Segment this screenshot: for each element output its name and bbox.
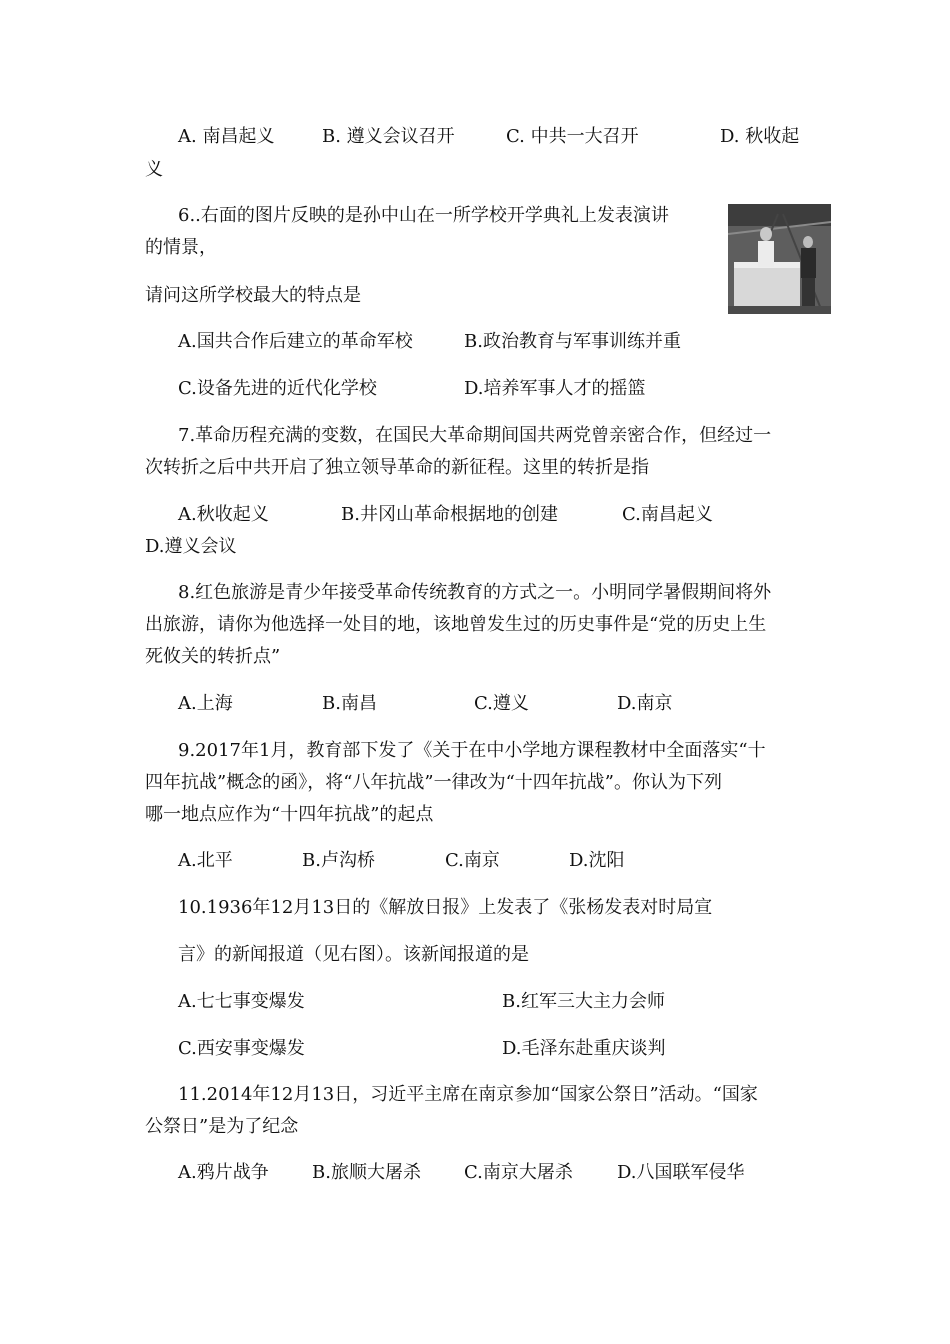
q5-option-a: A. 南昌起义	[178, 126, 275, 147]
q11-option-a: A.鸦片战争	[178, 1162, 269, 1183]
q5-option-b: B. 遵义会议召开	[322, 126, 455, 147]
q8-stem-line1: 8.红色旅游是青少年接受革命传统教育的方式之一。小明同学暑假期间将外	[178, 582, 772, 603]
q5-option-d-wrap: 义	[145, 159, 163, 180]
q10-option-c: C.西安事变爆发	[178, 1038, 305, 1059]
q5-option-c: C. 中共一大召开	[506, 126, 639, 147]
q8-option-c: C.遵义	[474, 693, 529, 714]
q11-stem-line2: 公祭日”是为了纪念	[145, 1116, 299, 1137]
q7-stem-line1: 7.革命历程充满的变数，在国民大革命期间国共两党曾亲密合作，但经过一	[178, 425, 772, 446]
sun-yatsen-speech-photo	[728, 204, 831, 314]
q8-option-b: B.南昌	[322, 693, 377, 714]
q9-option-b: B.卢沟桥	[302, 850, 375, 871]
q8-option-a: A.上海	[178, 693, 233, 714]
q6-option-d: D.培养军事人才的摇篮	[464, 378, 646, 399]
q10-option-a: A.七七事变爆发	[178, 991, 305, 1012]
q6-stem-line2: 的情景，	[145, 237, 217, 258]
q9-option-d: D.沈阳	[569, 850, 625, 871]
q9-option-a: A.北平	[178, 850, 233, 871]
q10-option-b: B.红军三大主力会师	[502, 991, 665, 1012]
q7-option-b: B.井冈山革命根据地的创建	[341, 504, 558, 525]
q10-stem-line1: 10.1936年12月13日的《解放日报》上发表了《张杨发表对时局宣	[178, 897, 713, 918]
q11-stem-line1: 11.2014年12月13日，习近平主席在南京参加“国家公祭日”活动。“国家	[178, 1084, 758, 1105]
q10-stem-line2: 言》的新闻报道（见右图）。该新闻报道的是	[178, 944, 529, 965]
q7-option-c: C.南昌起义	[622, 504, 713, 525]
q11-option-d: D.八国联军侵华	[617, 1162, 745, 1183]
q6-option-b: B.政治教育与军事训练并重	[464, 331, 681, 352]
q6-stem-line3: 请问这所学校最大的特点是	[145, 285, 361, 306]
q8-stem-line2: 出旅游，请你为他选择一处目的地，该地曾发生过的历史事件是“党的历史上生	[145, 614, 767, 635]
q7-option-a: A.秋收起义	[178, 504, 269, 525]
q6-option-c: C.设备先进的近代化学校	[178, 378, 377, 399]
q7-stem-line2: 次转折之后中共开启了独立领导革命的新征程。这里的转折是指	[145, 457, 649, 478]
q9-stem-line1: 9.2017年1月，教育部下发了《关于在中小学地方课程教材中全面落实“十	[178, 740, 766, 761]
q9-option-c: C.南京	[445, 850, 500, 871]
q6-option-a: A.国共合作后建立的革命军校	[178, 331, 413, 352]
q11-option-b: B.旅顺大屠杀	[312, 1162, 421, 1183]
q8-stem-line3: 死攸关的转折点”	[145, 646, 281, 667]
q6-stem-line1: 6..右面的图片反映的是孙中山在一所学校开学典礼上发表演讲	[178, 205, 669, 226]
q8-option-d: D.南京	[617, 693, 673, 714]
q7-option-d: D.遵义会议	[145, 536, 237, 557]
q9-stem-line2: 四年抗战”概念的函》，将“八年抗战”一律改为“十四年抗战”。你认为下列	[145, 772, 723, 793]
q5-option-d: D. 秋收起	[720, 126, 800, 147]
q10-option-d: D.毛泽东赴重庆谈判	[502, 1038, 666, 1059]
q11-option-c: C.南京大屠杀	[464, 1162, 573, 1183]
q9-stem-line3: 哪一地点应作为“十四年抗战”的起点	[145, 804, 434, 825]
